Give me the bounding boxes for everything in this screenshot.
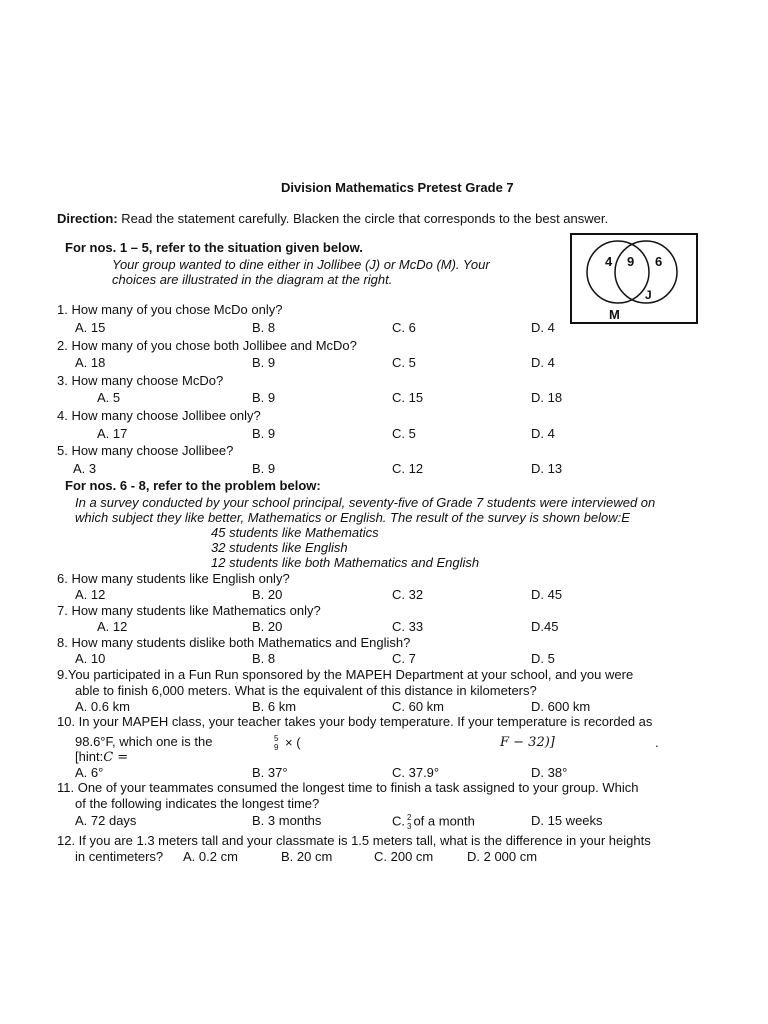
question-1-choice-d[interactable]: D. 4	[531, 320, 555, 335]
question-5-choice-c[interactable]: C. 12	[392, 461, 424, 476]
question-10-frac-num: 5	[274, 734, 279, 743]
section2-fact-1: 45 students like Mathematics	[211, 525, 379, 540]
question-11-stem-line2: of the following indicates the longest time?	[75, 796, 320, 811]
question-3-choice-b[interactable]: B. 9	[252, 390, 276, 405]
question-12-stem: 12. If you are 1.3 meters tall and your classmate is 1.5 meters tall, what is the difference in your heights	[57, 833, 651, 848]
question-8-choice-a[interactable]: A. 10	[75, 651, 106, 666]
question-8-choice-b[interactable]: B. 8	[252, 651, 276, 666]
question-10-choice-d[interactable]: D. 38°	[531, 765, 568, 780]
question-10-frac-den: 9	[274, 743, 279, 752]
question-4-choice-a[interactable]: A. 17	[97, 426, 128, 441]
venn-right-value: 6	[655, 254, 663, 269]
question-11-frac-den: 3	[407, 822, 412, 831]
question-8-stem: 8. How many students dislike both Mathematics and English?	[57, 635, 411, 650]
section2-heading: For nos. 6 - 8, refer to the problem below:	[65, 478, 321, 493]
question-11-choice-c-letter: C.	[392, 813, 405, 829]
question-6-choice-c[interactable]: C. 32	[392, 587, 424, 602]
section1-situation-line2: choices are illustrated in the diagram at the right.	[112, 272, 393, 287]
question-7-choice-a[interactable]: A. 12	[97, 619, 128, 634]
direction-text: Read the statement carefully. Blacken the circle that corresponds to the best answer.	[121, 211, 609, 226]
question-5-choice-d[interactable]: D. 13	[531, 461, 563, 476]
question-10-hint	[75, 749, 128, 765]
direction-line	[57, 211, 608, 226]
question-2-choice-c[interactable]: C. 5	[392, 355, 416, 370]
section2-fact-2: 32 students like English	[211, 540, 348, 555]
question-12-stem-line2: in centimeters?	[75, 849, 164, 864]
question-9-choice-c[interactable]: C. 60 km	[392, 699, 445, 714]
question-1-choice-c[interactable]: C. 6	[392, 320, 416, 335]
question-11-choice-a[interactable]: A. 72 days	[75, 813, 137, 828]
question-10-stem-line2: 98.6°F, which one is the	[75, 734, 213, 749]
section1-heading: For nos. 1 – 5, refer to the situation given below.	[65, 240, 363, 255]
question-9-choice-d[interactable]: D. 600 km	[531, 699, 591, 714]
question-12-choice-b[interactable]: B. 20 cm	[281, 849, 333, 864]
question-4-choice-d[interactable]: D. 4	[531, 426, 555, 441]
page-title: Division Mathematics Pretest Grade 7	[281, 180, 514, 195]
section1-situation-line1: Your group wanted to dine either in Jollibee (J) or McDo (M). Your	[112, 257, 490, 272]
question-3-stem: 3. How many choose McDo?	[57, 373, 224, 388]
venn-diagram	[570, 233, 698, 324]
question-10-choice-b[interactable]: B. 37°	[252, 765, 288, 780]
question-3-choice-d[interactable]: D. 18	[531, 390, 563, 405]
question-10-fraction	[274, 734, 278, 752]
question-12-choice-c[interactable]: C. 200 cm	[374, 849, 434, 864]
venn-label-j: J	[645, 288, 652, 302]
question-6-choice-b[interactable]: B. 20	[252, 587, 283, 602]
section2-fact-3: 12 students like both Mathematics and English	[211, 555, 480, 570]
question-6-stem: 6. How many students like English only?	[57, 571, 290, 586]
question-10-formula-c: C =	[103, 750, 129, 765]
venn-left-value: 4	[605, 254, 613, 269]
question-10-hint-label: [hint:	[75, 749, 104, 764]
question-4-stem: 4. How many choose Jollibee only?	[57, 408, 261, 423]
question-10-trail: .	[655, 735, 659, 750]
question-11-choice-b[interactable]: B. 3 months	[252, 813, 322, 828]
question-12-choice-d[interactable]: D. 2 000 cm	[467, 849, 538, 864]
section2-problem-line2: which subject they like better, Mathematics or English. The result of the survey is shown below:E	[75, 510, 630, 525]
question-7-stem: 7. How many students like Mathematics only?	[57, 603, 321, 618]
question-11-choice-c[interactable]	[392, 813, 475, 831]
question-2-stem: 2. How many of you chose both Jollibee and McDo?	[57, 338, 357, 353]
question-3-choice-c[interactable]: C. 15	[392, 390, 424, 405]
venn-label-m: M	[609, 307, 620, 322]
question-8-choice-c[interactable]: C. 7	[392, 651, 416, 666]
question-6-choice-d[interactable]: D. 45	[531, 587, 563, 602]
question-4-choice-c[interactable]: C. 5	[392, 426, 416, 441]
question-9-stem-line2: able to finish 6,000 meters. What is the equivalent of this distance in kilometers?	[75, 683, 537, 698]
question-1-choice-a[interactable]: A. 15	[75, 320, 106, 335]
question-2-choice-a[interactable]: A. 18	[75, 355, 106, 370]
question-7-choice-b[interactable]: B. 20	[252, 619, 283, 634]
question-10-stem: 10. In your MAPEH class, your teacher takes your body temperature. If your temperature is recorded as	[57, 714, 653, 729]
question-9-stem: 9.You participated in a Fun Run sponsored by the MAPEH Department at your school, and you were	[57, 667, 634, 682]
section2-problem-line1: In a survey conducted by your school principal, seventy-five of Grade 7 students were interviewed on	[75, 495, 656, 510]
question-7-choice-c[interactable]: C. 33	[392, 619, 424, 634]
question-10-choice-a[interactable]: A. 6°	[75, 765, 104, 780]
question-11-choice-c-suffix: of a month	[413, 813, 475, 829]
question-8-choice-d[interactable]: D. 5	[531, 651, 555, 666]
question-2-choice-d[interactable]: D. 4	[531, 355, 555, 370]
question-10-formula-mid: × (	[285, 735, 301, 750]
venn-circle-m	[587, 241, 649, 303]
question-5-choice-b[interactable]: B. 9	[252, 461, 276, 476]
venn-middle-value: 9	[627, 254, 635, 269]
question-3-choice-a[interactable]: A. 5	[97, 390, 121, 405]
question-12-choice-a[interactable]: A. 0.2 cm	[183, 849, 238, 864]
question-10-formula-end: F − 32)]	[500, 735, 555, 750]
question-1-choice-b[interactable]: B. 8	[252, 320, 276, 335]
direction-label: Direction:	[57, 211, 118, 226]
question-6-choice-a[interactable]: A. 12	[75, 587, 106, 602]
question-5-stem: 5. How many choose Jollibee?	[57, 443, 234, 458]
question-9-choice-a[interactable]: A. 0.6 km	[75, 699, 130, 714]
question-5-choice-a[interactable]: A. 3	[73, 461, 97, 476]
question-2-choice-b[interactable]: B. 9	[252, 355, 276, 370]
question-11-frac-num: 2	[407, 813, 412, 822]
question-1-stem: 1. How many of you chose McDo only?	[57, 302, 283, 317]
question-11-stem: 11. One of your teammates consumed the longest time to finish a task assigned to your group. Which	[57, 780, 639, 795]
question-9-choice-b[interactable]: B. 6 km	[252, 699, 297, 714]
question-10-choice-c[interactable]: C. 37.9°	[392, 765, 440, 780]
question-11-choice-d[interactable]: D. 15 weeks	[531, 813, 603, 828]
question-7-choice-d[interactable]: D.45	[531, 619, 559, 634]
question-4-choice-b[interactable]: B. 9	[252, 426, 276, 441]
